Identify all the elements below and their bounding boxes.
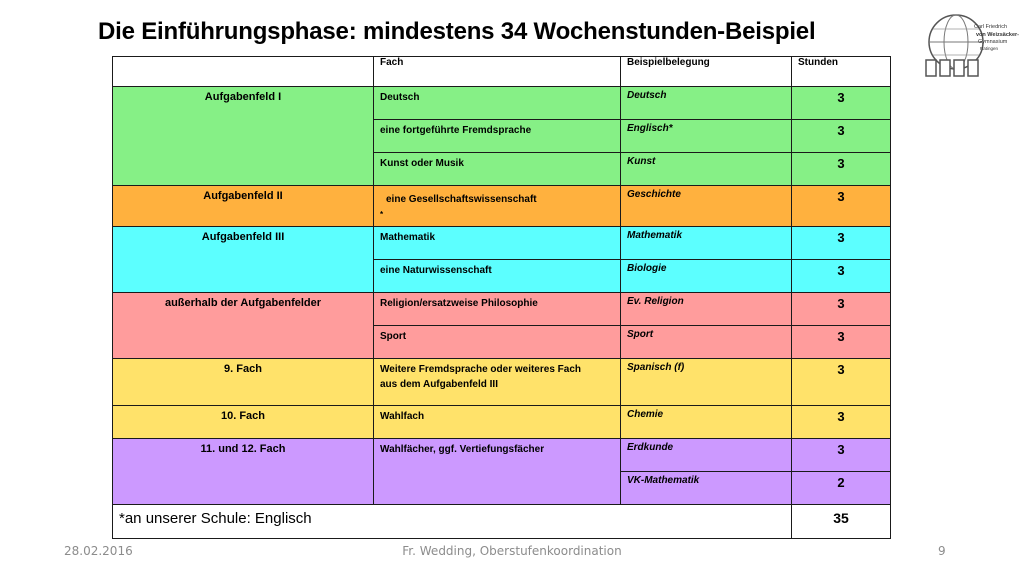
stunden-cell: 3 [792, 406, 891, 439]
stunden-cell: 3 [792, 359, 891, 406]
stunden-cell: 3 [792, 153, 891, 186]
header-fach: Fach [374, 57, 621, 87]
footer-author: Fr. Wedding, Oberstufenkoordination [402, 544, 622, 558]
beispiel-cell: Sport [621, 326, 792, 359]
area-cell: Aufgabenfeld I [113, 87, 374, 186]
footer-date: 28.02.2016 [64, 544, 133, 558]
header-area [113, 57, 374, 87]
fach-cell: eine Gesellschaftswissenschaft * [374, 186, 621, 227]
header-row [113, 57, 891, 87]
table-row [113, 227, 891, 260]
fach-cell: Deutsch [374, 87, 621, 120]
beispiel-cell: VK-Mathematik [621, 472, 792, 505]
beispiel-cell: Erdkunde [621, 439, 792, 472]
area-cell: Aufgabenfeld III [113, 227, 374, 293]
stunden-cell: 3 [792, 293, 891, 326]
slide-title: Die Einführungsphase: mindestens 34 Wochenstunden-Beispiel [98, 18, 816, 45]
table-row [113, 359, 891, 406]
course-table [112, 56, 891, 539]
beispiel-cell: Spanisch (f) [621, 359, 792, 406]
stunden-cell: 3 [792, 227, 891, 260]
beispiel-cell: Biologie [621, 260, 792, 293]
fach-cell: eine fortgeführte Fremdsprache [374, 120, 621, 153]
svg-text:Carl Friedrich: Carl Friedrich [974, 24, 1008, 30]
area-cell: außerhalb der Aufgabenfelder [113, 293, 374, 359]
stunden-cell: 3 [792, 326, 891, 359]
total-cell: 35 [792, 505, 891, 539]
fach-cell: Wahlfach [374, 406, 621, 439]
footer-page-number: 9 [938, 544, 946, 558]
beispiel-cell: Englisch* [621, 120, 792, 153]
table-row [113, 406, 891, 439]
area-cell: Aufgabenfeld II [113, 186, 374, 227]
fach-cell: Kunst oder Musik [374, 153, 621, 186]
table-row [113, 87, 891, 120]
svg-text:von Weizsäcker-: von Weizsäcker- [976, 32, 1020, 38]
fach-cell: eine Naturwissenschaft [374, 260, 621, 293]
table-row [113, 439, 891, 472]
svg-text:Ratingen: Ratingen [980, 46, 999, 51]
stunden-cell: 2 [792, 472, 891, 505]
beispiel-cell: Chemie [621, 406, 792, 439]
stunden-cell: 3 [792, 120, 891, 153]
svg-text:Gymnasium: Gymnasium [978, 39, 1008, 45]
beispiel-cell: Geschichte [621, 186, 792, 227]
stunden-cell: 3 [792, 87, 891, 120]
fach-cell: Sport [374, 326, 621, 359]
fach-cell: Wahlfächer, ggf. Vertiefungsfächer [374, 439, 621, 505]
fach-cell: Weitere Fremdsprache oder weiteres Fach aus dem Aufgabenfeld III [374, 359, 621, 406]
header-beispiel: Beispielbelegung [621, 57, 792, 87]
stunden-cell: 3 [792, 186, 891, 227]
table-row [113, 186, 891, 227]
beispiel-cell: Mathematik [621, 227, 792, 260]
table-row [113, 293, 891, 326]
area-cell: 9. Fach [113, 359, 374, 406]
beispiel-cell: Kunst [621, 153, 792, 186]
stunden-cell: 3 [792, 260, 891, 293]
beispiel-cell: Ev. Religion [621, 293, 792, 326]
fach-cell: Mathematik [374, 227, 621, 260]
fach-cell: Religion/ersatzweise Philosophie [374, 293, 621, 326]
stunden-cell: 3 [792, 439, 891, 472]
summary-row [113, 505, 891, 539]
school-logo [918, 12, 1020, 82]
area-cell: 10. Fach [113, 406, 374, 439]
area-cell: 11. und 12. Fach [113, 439, 374, 505]
beispiel-cell: Deutsch [621, 87, 792, 120]
footnote-cell: *an unserer Schule: Englisch [113, 505, 792, 539]
header-stunden: Stunden [792, 57, 891, 87]
